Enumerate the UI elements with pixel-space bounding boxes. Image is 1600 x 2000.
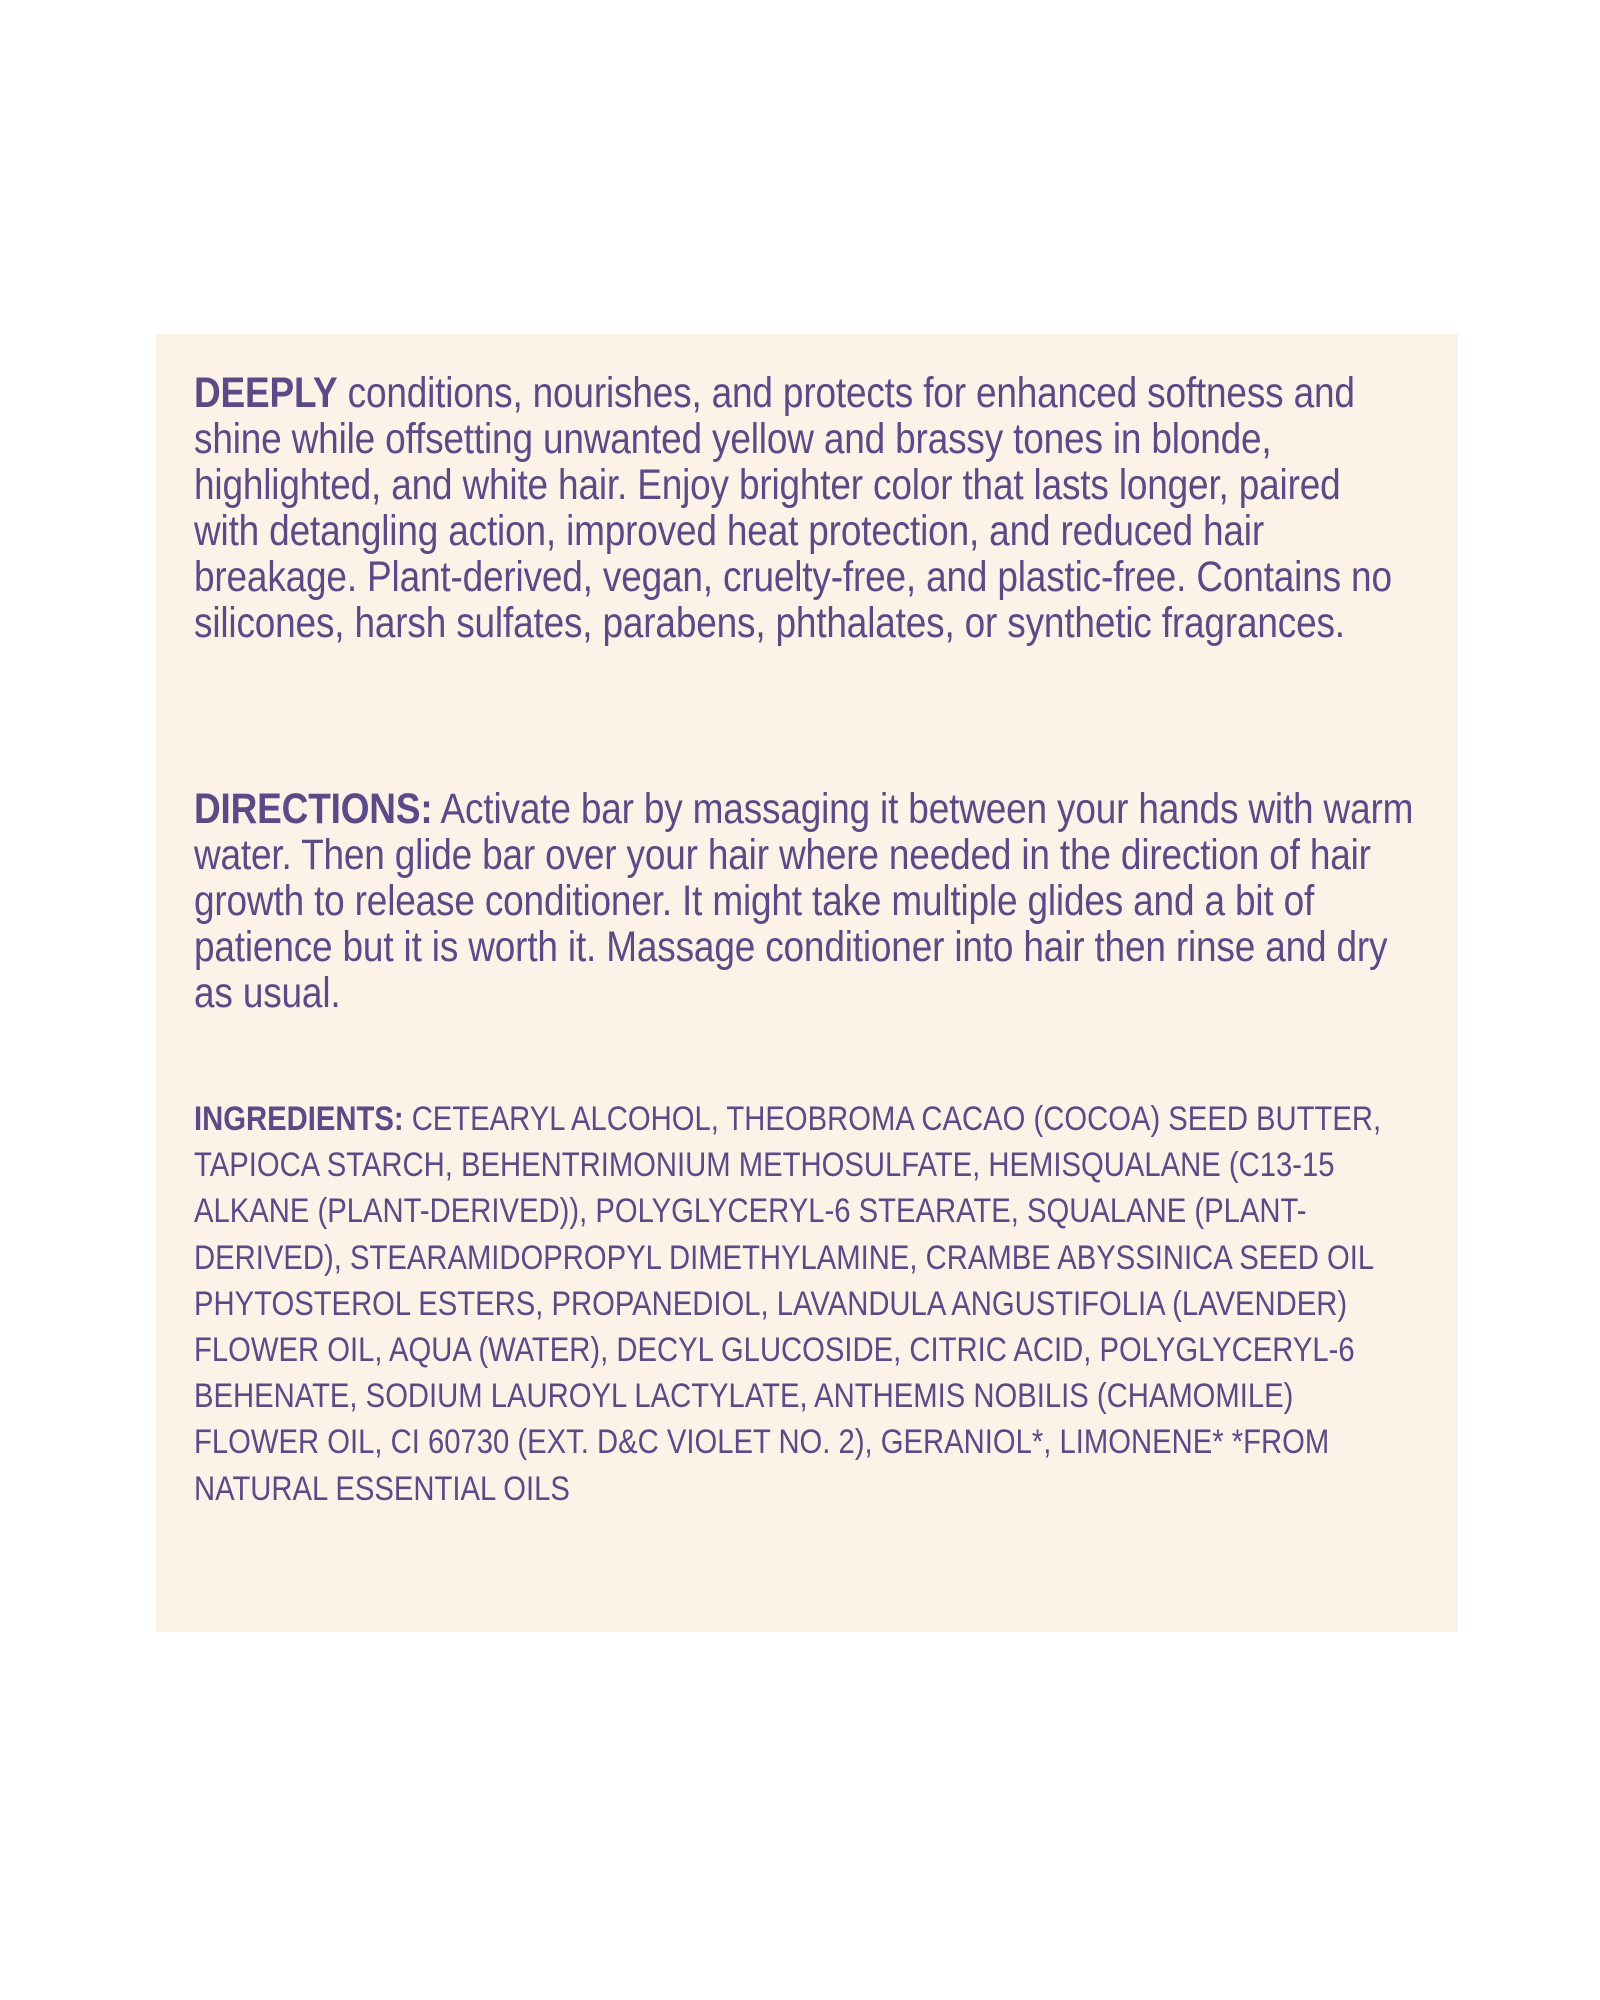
description-heading: DEEPLY bbox=[194, 369, 338, 417]
directions bbox=[194, 786, 1415, 1062]
description-text: conditions, nourishes, and protects for enhanced softness and shine while offsetting unwanted yellow and brassy tones in blonde, highlighted, and white hair. Enjoy brighter color that lasts longer, paired with detangling action, improved heat protection, and reduced hair breakage. Plant-derived, vegan, cruelty-free, and plastic-free. Contains no silicones, harsh sulfates, parabens, phthalates, or synthetic fragrances. bbox=[194, 369, 1392, 647]
ingredients-text: CETEARYL ALCOHOL, THEOBROMA CACAO (COCOA) SEED BUTTER, TAPIOCA STARCH, BEHENTRIMONIUM METHOSULFATE, HEMISQUALANE (C13-15 ALKANE (PLANT-DERIVED)), POLYGLYCERYL-6 STEARATE, SQUALANE (PLANT-DERIVED), STEARAMIDOPROPYL DIMETHYLAMINE, CRAMBE ABYSSINICA SEED OIL PHYTOSTEROL ESTERS, PROPANEDIOL, LAVANDULA ANGUSTIFOLIA (LAVENDER) FLOWER OIL, AQUA (WATER), DECYL GLUCOSIDE, CITRIC ACID, POLYGLYCERYL-6 BEHENATE, SODIUM LAUROYL LACTYLATE, ANTHEMIS NOBILIS (CHAMOMILE) FLOWER OIL, CI 60730 (EXT. D&C VIOLET NO. 2), GERANIOL*, LIMONENE* *FROM NATURAL ESSENTIAL OILS bbox=[194, 1100, 1382, 1508]
product-description bbox=[194, 370, 1415, 742]
label-panel bbox=[156, 334, 1458, 1632]
ingredients-heading: INGREDIENTS: bbox=[194, 1100, 404, 1138]
directions-text: Activate bar by massaging it between your hands with warm water. Then glide bar over your hair where needed in the direction of hair growth to release conditioner. It might take multiple glides and a bit of patience but it is worth it. Massage conditioner into hair then rinse and dry as usual. bbox=[194, 785, 1414, 1017]
ingredients bbox=[194, 1096, 1389, 1512]
directions-heading: DIRECTIONS: bbox=[194, 785, 433, 833]
